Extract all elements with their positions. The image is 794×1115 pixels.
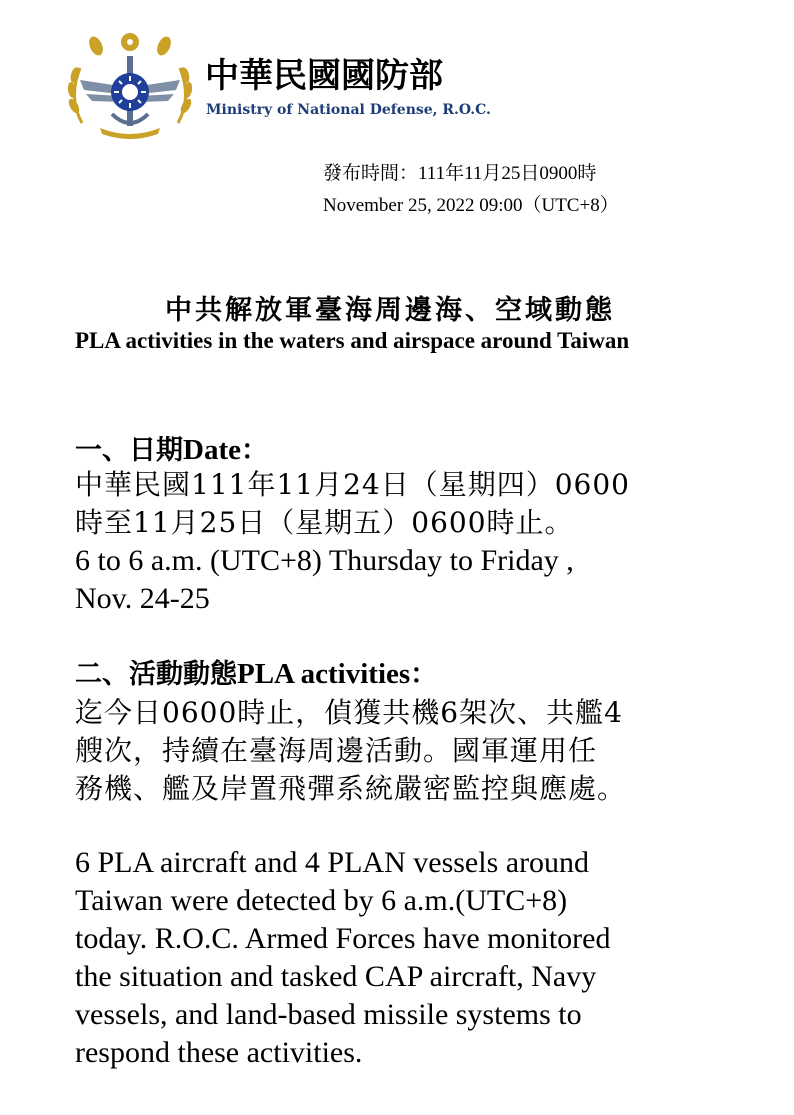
- date-line-en-2: Nov. 24-25: [75, 582, 210, 615]
- activities-line-en-1: 6 PLA aircraft and 4 PLAN vessels around: [75, 846, 590, 879]
- section-activities-heading: [75, 652, 437, 691]
- date-line-en-1: 6 to 6 a.m. (UTC+8) Thursday to Friday ,: [75, 544, 574, 577]
- release-time-zh: 發布時間：111年11月25日0900時: [323, 163, 597, 184]
- ministry-name-zh: 中華民國國防部: [205, 56, 443, 96]
- mnd-emblem-logo: [60, 28, 200, 143]
- release-time: [323, 158, 619, 222]
- section-activities-en: [75, 844, 610, 1072]
- ministry-name-en: Ministry of National Defense, R.O.C.: [206, 102, 491, 118]
- emblem-icon: [60, 28, 200, 143]
- release-time-en: November 25, 2022 09:00（UTC+8）: [323, 195, 619, 216]
- section-date-heading-en: Date: [183, 434, 241, 466]
- activities-line-en-3: today. R.O.C. Armed Forces have monitored: [75, 922, 611, 955]
- document-title-zh: 中共解放軍臺海周邊海、空域動態: [165, 295, 615, 326]
- activities-line-en-5: vessels, and land-based missile systems to: [75, 998, 582, 1031]
- section-date-heading-zh: 一、日期: [75, 435, 183, 466]
- section-date-en: [75, 542, 574, 618]
- activities-line-zh-2: 艘次，持續在臺海周邊活動。國軍運用任: [75, 734, 598, 767]
- date-line-zh-1: 中華民國111年11月24日（星期四）0600: [75, 468, 630, 501]
- activities-line-en-2: Taiwan were detected by 6 a.m.(UTC+8): [75, 884, 568, 917]
- activities-line-zh-3: 務機、艦及岸置飛彈系統嚴密監控與應處。: [75, 772, 627, 805]
- section-activities-zh: [75, 694, 626, 808]
- section-date-zh: [75, 466, 630, 542]
- document-title-en: PLA activities in the waters and airspace around Taiwan: [75, 328, 630, 353]
- activities-line-zh-1: 迄今日0600時止，偵獲共機6架次、共艦4: [75, 696, 623, 729]
- section-activities-heading-colon: ：: [410, 659, 438, 690]
- section-date-heading-colon: ：: [240, 435, 268, 466]
- section-activities-heading-zh: 二、活動動態: [75, 659, 237, 690]
- section-date-heading: [75, 428, 268, 467]
- date-line-zh-2: 時至11月25日（星期五）0600時止。: [75, 506, 574, 539]
- activities-line-en-4: the situation and tasked CAP aircraft, Navy: [75, 960, 597, 993]
- section-activities-heading-en: PLA activities: [237, 658, 411, 690]
- activities-line-en-6: respond these activities.: [75, 1036, 363, 1069]
